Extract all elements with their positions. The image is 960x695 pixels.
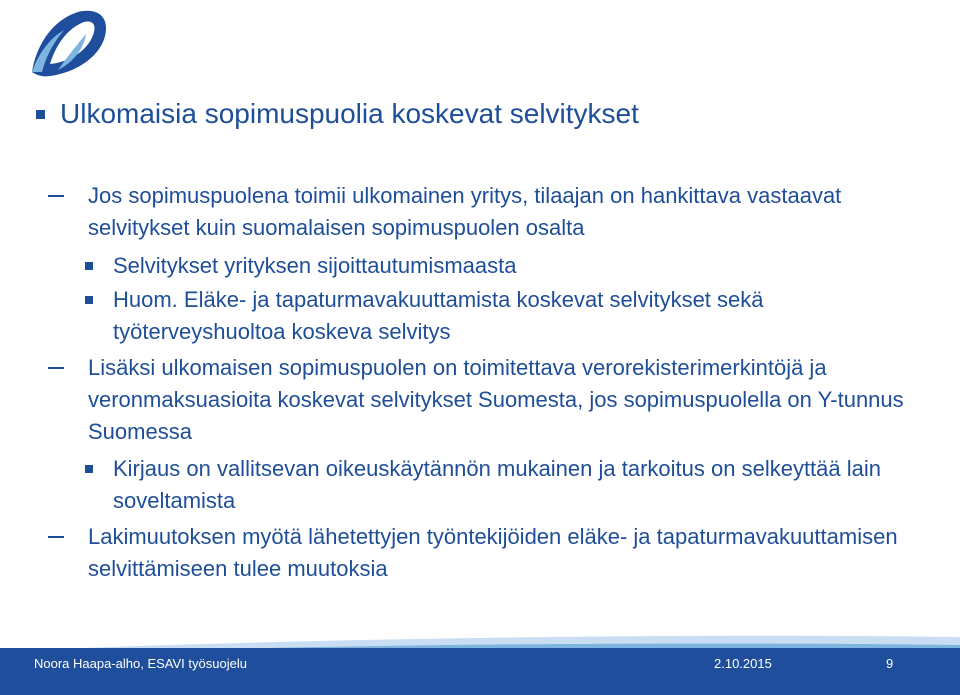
item-text: Lisäksi ulkomaisen sopimuspuolen on toimitettava verorekisterimerkintöjä ja veronmaksuasioita koskevat selvitykset Suomesta, jos sopimuspuolella on Y-tunnus Suomessa [88,355,904,444]
organization-logo-icon [28,6,108,82]
item-text: Jos sopimuspuolena toimii ulkomainen yritys, tilaajan on hankittava vastaavat selvitykset kuin suomalaisen sopimuspuolen osalta [88,183,842,240]
square-bullet-icon [85,465,93,473]
dash-bullet-icon [48,367,64,369]
item-text: Kirjaus on vallitsevan oikeuskäytännön mukainen ja tarkoitus on selkeyttää lain soveltamista [113,456,881,513]
square-bullet-icon [85,296,93,304]
dash-bullet-icon [48,195,64,197]
item-text: Huom. Eläke- ja tapaturmavakuuttamista koskevat selvitykset sekä työterveyshuoltoa koskeva selvitys [113,287,764,344]
footer-page-number: 9 [886,656,894,671]
square-bullet-icon [85,262,93,270]
list-item [88,352,908,448]
title-text: Ulkomaisia sopimuspuolia koskevat selvitykset [60,98,639,129]
list-item [113,453,903,517]
list-item [88,521,908,585]
list-item [88,180,908,244]
footer-date: 2.10.2015 [714,656,772,671]
square-bullet-icon [36,110,45,119]
list-item [113,284,903,348]
dash-bullet-icon [48,536,64,538]
list-item [113,250,903,282]
item-text: Selvitykset yrityksen sijoittautumismaasta [113,253,517,278]
footer-author: Noora Haapa-alho, ESAVI työsuojelu [34,656,247,671]
item-text: Lakimuutoksen myötä lähetettyjen työntekijöiden eläke- ja tapaturmavakuuttamisen selvittämiseen tulee muutoksia [88,524,898,581]
